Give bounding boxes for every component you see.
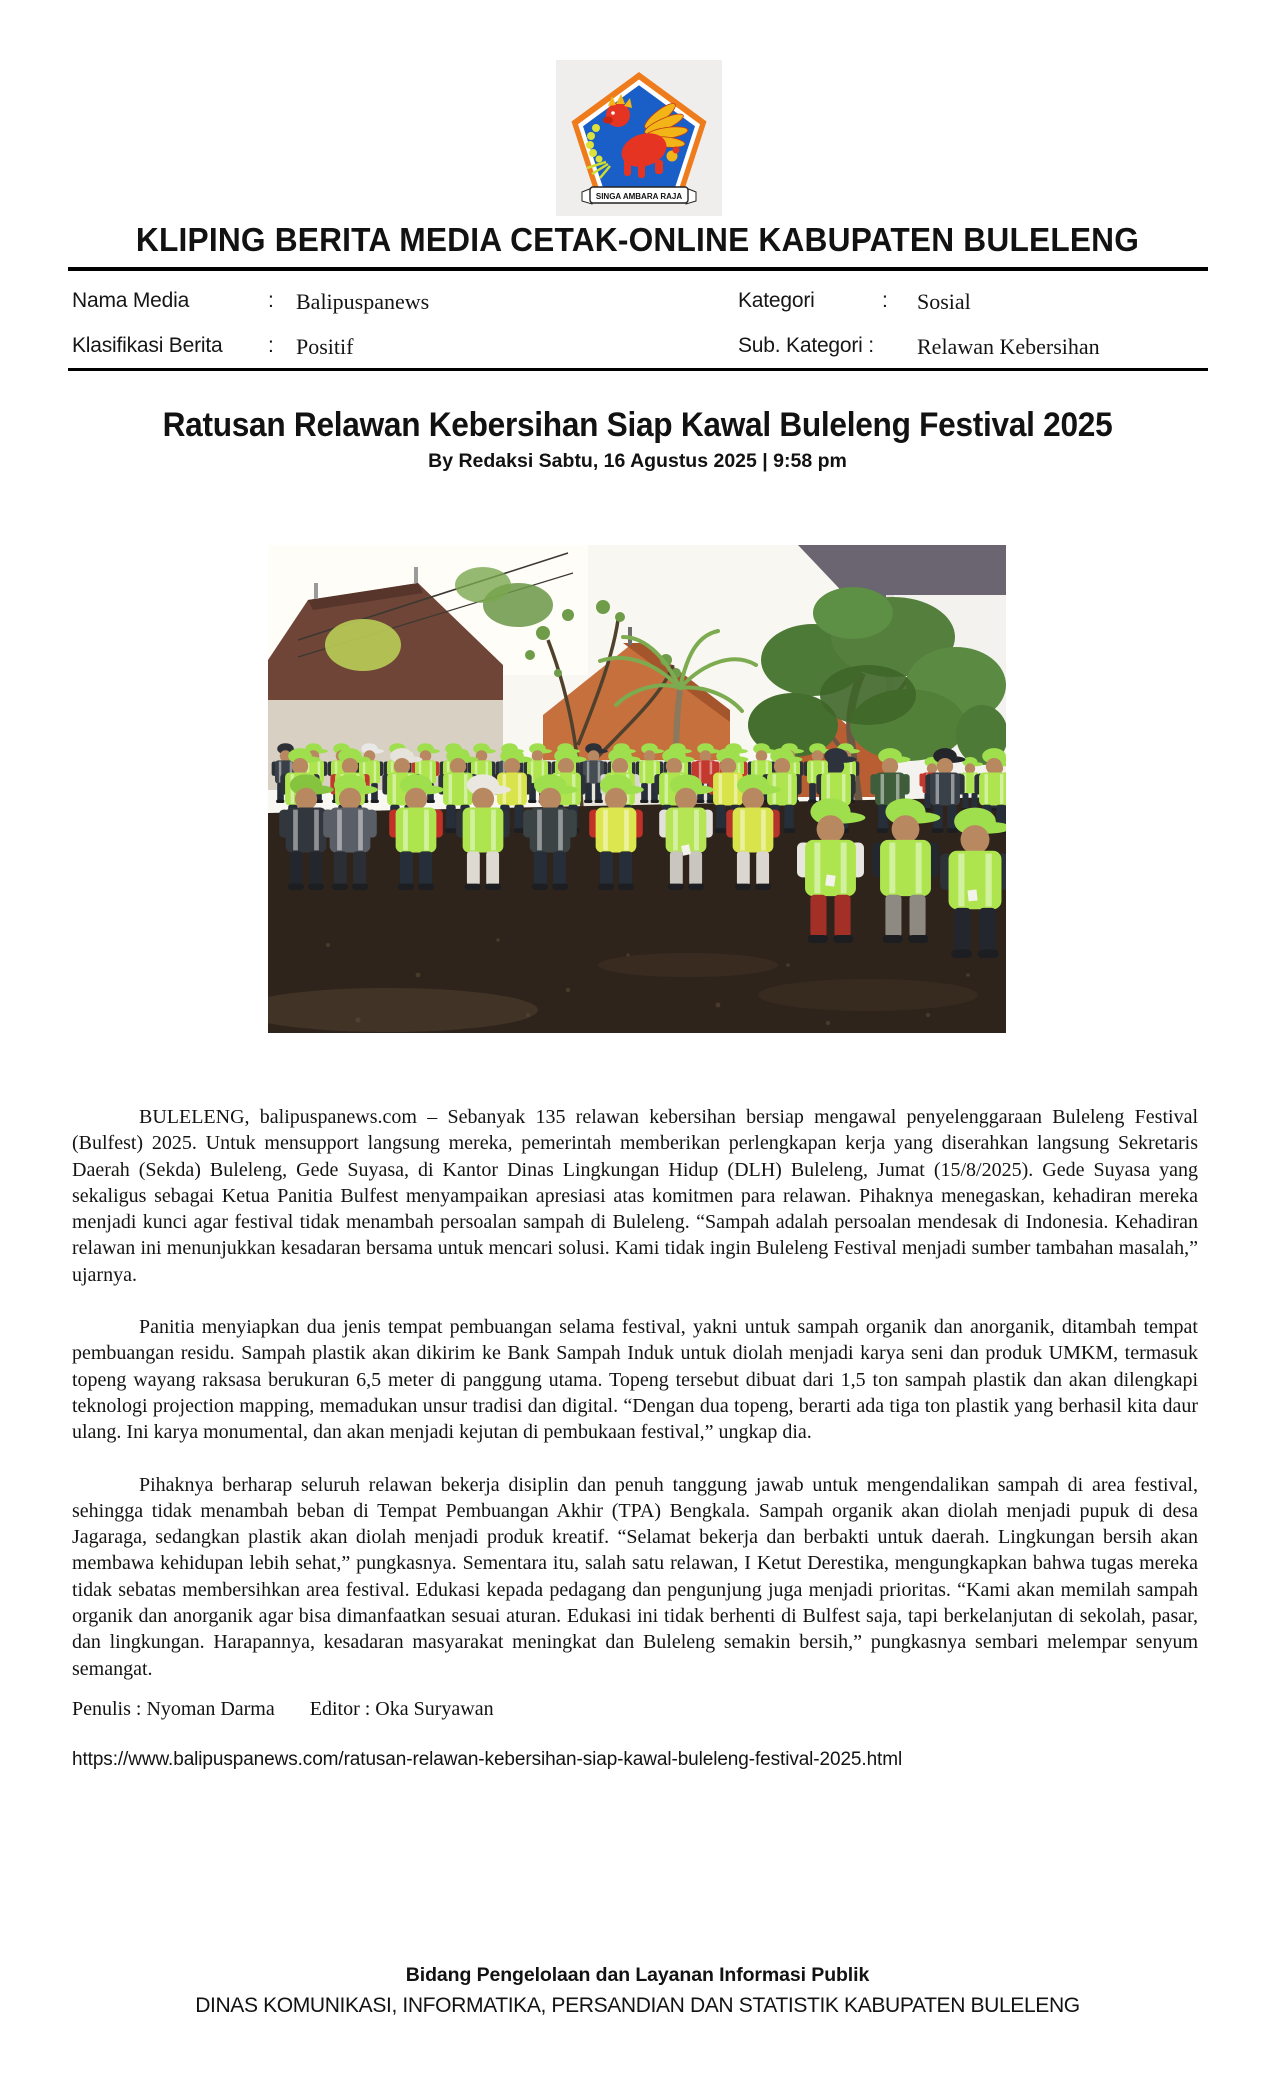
- article-byline: By Redaksi Sabtu, 16 Agustus 2025 | 9:58 pm: [428, 450, 847, 472]
- meta-label-nama-media: Nama Media: [72, 289, 190, 312]
- footer-division: Bidang Pengelolaan dan Layanan Informasi Publik: [405, 1964, 870, 1986]
- editor-credit: Editor : Oka Suryawan: [309, 1698, 494, 1720]
- article-title: Ratusan Relawan Kebersihan Siap Kawal Buleleng Festival 2025: [162, 406, 1113, 444]
- meta-colon: :: [882, 289, 888, 312]
- footer-agency: DINAS KOMUNIKASI, INFORMATIKA, PERSANDIAN DAN STATISTIK KABUPATEN BULELENG: [195, 1993, 1080, 2017]
- document-title: KLIPING BERITA MEDIA CETAK-ONLINE KABUPATEN BULELENG: [135, 221, 1140, 258]
- meta-value-klasifikasi: Positif: [296, 334, 354, 359]
- article-paragraph: Panitia menyiapkan dua jenis tempat pembuangan selama festival, yakni untuk sampah organik dan anorganik, ditambah tempat pembuangan residu. Sampah plastik akan dikirim ke Bank Sampah Induk untuk diolah menjadi karya seni dan produk UMKM, termasuk topeng wayang raksasa berukuran 6,5 meter di panggung utama. Topeng tersebut dibuat dari 1,5 ton sampah plastik dan akan dilengkapi teknologi projection mapping, memadukan unsur tradisi dan digital. “Dengan dua topeng, berarti ada tiga ton plastik yang berhasil kita daur ulang. Ini karya monumental, dan akan menjadi kejutan di pembukaan festival,” ungkap dia.: [72, 1316, 1198, 1444]
- article-credits: [72, 1698, 494, 1721]
- article-source-url: https://www.balipuspanews.com/ratusan-relawan-kebersihan-siap-kawal-buleleng-festival-2025.html: [72, 1749, 903, 1770]
- meta-value-nama-media: Balipuspanews: [296, 289, 430, 314]
- article-photo: [268, 545, 1006, 1033]
- meta-label-kategori: Kategori: [738, 289, 815, 312]
- meta-colon: :: [268, 289, 274, 312]
- meta-colon: :: [268, 334, 274, 357]
- article-paragraph: BULELENG, balipuspanews.com – Sebanyak 135 relawan kebersihan bersiap mengawal penyelenggaraan Buleleng Festival (Bulfest) 2025. Untuk mensupport langsung mereka, pemerintah memberikan perlengkapan kerja yang diserahkan langsung Sekretaris Daerah (Sekda) Buleleng, Gede Suyasa, di Kantor Dinas Lingkungan Hidup (DLH) Buleleng, Jumat (15/8/2025). Gede Suyasa yang sekaligus sebagai Ketua Panitia Bulfest menyampaikan apresiasi atas komitmen para relawan. Pihaknya menegaskan, kehadiran mereka menjadi kunci agar festival tidak menambah persoalan sampah di Buleleng. “Sampah adalah persoalan mendesak di Indonesia. Kehadiran relawan ini menunjukkan kesadaran bersama untuk mencari solusi. Kami tidak ingin Buleleng Festival menjadi sumber tambahan masalah,” ujarnya.: [72, 1106, 1198, 1286]
- divider-top: [68, 267, 1208, 271]
- meta-label-klasifikasi: Klasifikasi Berita: [72, 334, 223, 357]
- article-paragraph: Pihaknya berharap seluruh relawan bekerja disiplin dan penuh tanggung jawab untuk mengendalikan sampah di area festival, sehingga tidak menambah beban di Tempat Pembuangan Akhir (TPA) Bengkala. Sampah organik akan diolah menjadi pupuk di desa Jagaraga, sedangkan plastik akan diolah menjadi produk kreatif. “Selamat bekerja dan berbakti untuk daerah. Lingkungan bersih akan membawa kehidupan lebih sehat,” pungkasnya. Sementara itu, salah satu relawan, I Ketut Derestika, mengungkapkan bahwa tugas mereka tidak sebatas membersihkan area festival. Edukasi kepada pedagang dan pengunjung juga menjadi prioritas. “Kami akan memilah sampah organik dan anorganik agar bisa dimanfaatkan sesuai aturan. Edukasi ini tidak berhenti di Bulfest saja, tapi berkelanjutan di sekolah, pasar, dan lingkungan. Harapannya, kesadaran masyarakat meningkat dan Buleleng semakin bersih,” pungkasnya sembari melempar senyum semangat.: [72, 1473, 1198, 1680]
- meta-value-sub-kategori: Relawan Kebersihan: [917, 334, 1100, 359]
- penulis-credit: Penulis : Nyoman Darma: [72, 1698, 275, 1720]
- meta-value-kategori: Sosial: [917, 289, 971, 314]
- logo-banner: [582, 187, 696, 204]
- logo-banner-text: SINGA AMBARA RAJA: [595, 192, 683, 201]
- meta-label-sub-kategori: Sub. Kategori :: [738, 334, 874, 357]
- article-body: [72, 1104, 1198, 1708]
- buleleng-coat-of-arms-icon: [556, 60, 722, 216]
- buleleng-logo: [556, 60, 722, 216]
- divider-meta-bottom: [68, 368, 1208, 371]
